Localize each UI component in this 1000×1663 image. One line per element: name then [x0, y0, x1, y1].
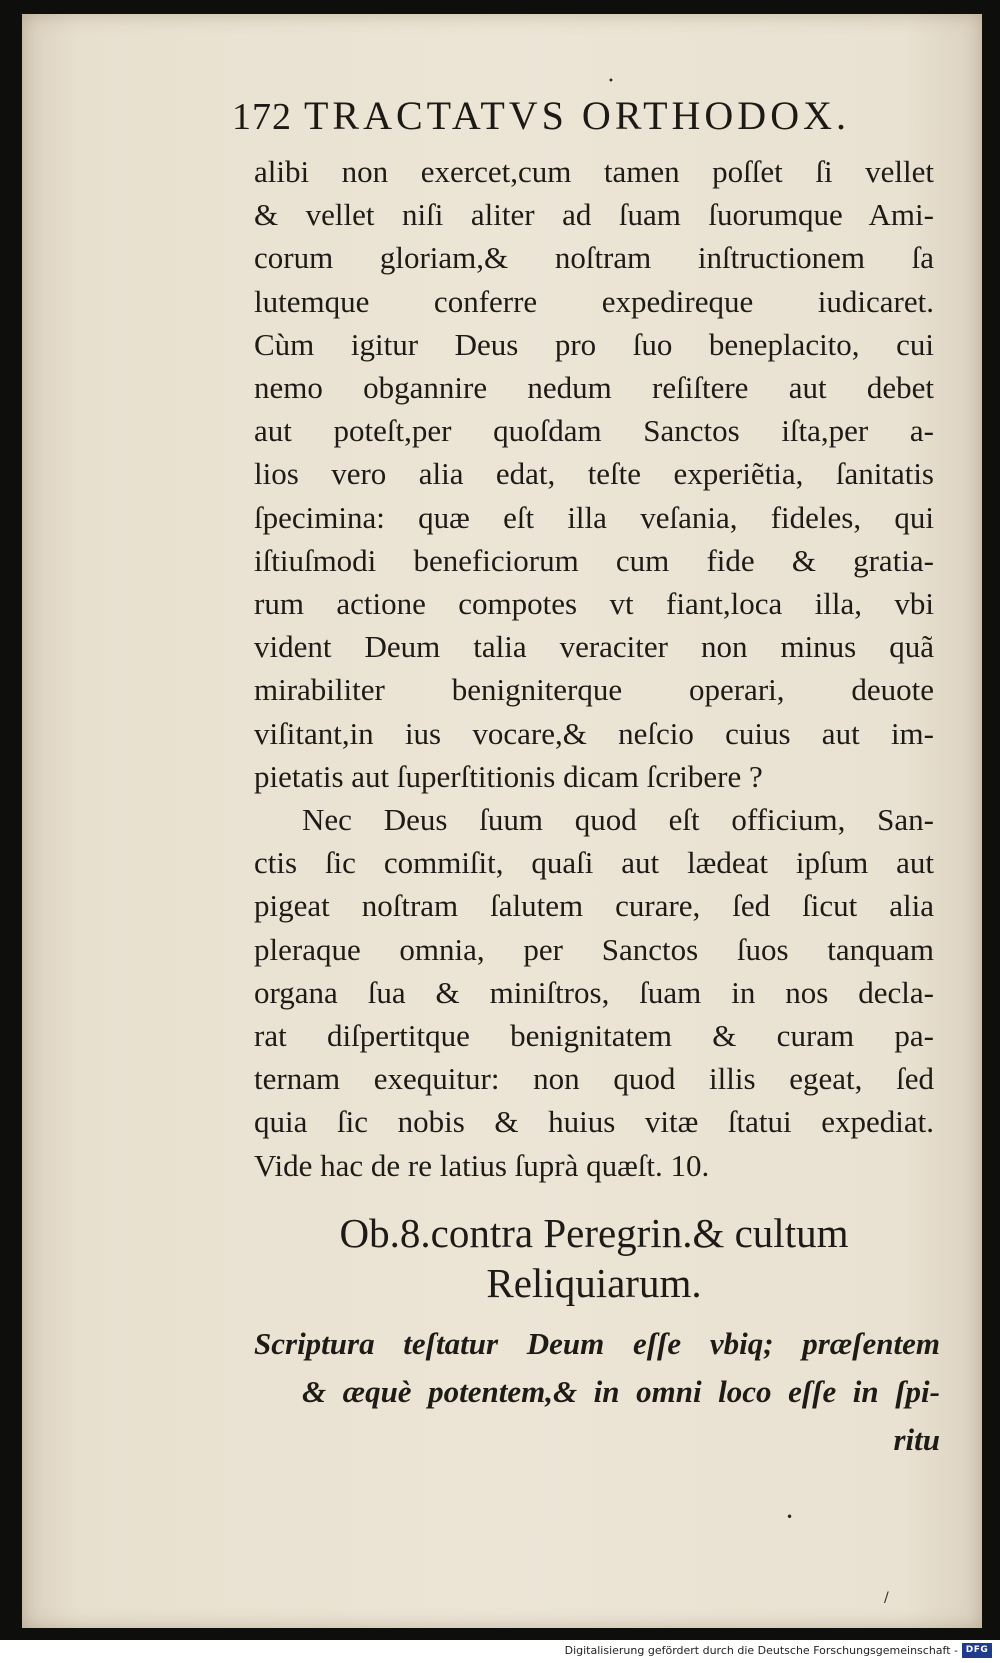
ink-speck: /	[884, 1590, 889, 1606]
objection-line: & æquè potentem,& in omni loco eſſe in ſpi-	[302, 1374, 940, 1409]
text-line: vident Deum talia veraciter non minus quã	[254, 629, 934, 665]
section-heading	[254, 1208, 934, 1308]
text-line: Vide hac de re latius ſuprà quæſt. 10.	[254, 1147, 710, 1183]
funding-credit: Digitalisierung gefördert durch die Deutsche Forschungsgemeinschaft -	[564, 1644, 958, 1657]
text-line: alibi non exercet,cum tamen poſſet ſi vellet	[254, 154, 934, 189]
text-line: iſtiuſmodi beneficiorum cum fide & gratia-	[254, 542, 934, 578]
text-line: nemo obgannire nedum reſiſtere aut debet	[254, 370, 934, 406]
text-line: aut poteſt,per quoſdam Sanctos iſta,per a-	[254, 413, 934, 449]
main-text	[254, 150, 934, 1187]
text-line: lios vero alia edat, teſte experiẽtia, ſanitatis	[254, 456, 934, 492]
objection-line: Scriptura teſtatur Deum eſſe vbiq; præſentem	[254, 1326, 940, 1361]
text-line: ternam exequitur: non quod illis egeat, ſed	[254, 1061, 934, 1097]
ink-speck: •	[786, 1510, 794, 1524]
running-head: TRACTATVS ORTHODOX.	[304, 93, 850, 138]
text-line: ctis ſic commiſit, quaſi aut lædeat ipſum aut	[254, 845, 934, 881]
objection-text	[254, 1320, 940, 1464]
text-line: lutemque conferre expedireque iudicaret.	[254, 283, 934, 319]
dfg-logo: DFG	[962, 1643, 992, 1658]
section-heading-line: Reliquiarum.	[486, 1260, 702, 1306]
text-line: viſitant,in ius vocare,& neſcio cuius aut im-	[254, 715, 934, 751]
catchword: ritu	[893, 1422, 940, 1457]
text-line: mirabiliter benigniterque operari, deuote	[254, 672, 934, 708]
text-line: pigeat noſtram ſalutem curare, ſed ſicut alia	[254, 888, 934, 924]
text-line: organa ſua & miniſtros, ſuam in nos decla-	[254, 974, 934, 1010]
paragraph-start-line: Nec Deus ſuum quod eſt officium, San-	[302, 802, 934, 838]
page-header	[232, 92, 932, 139]
ink-speck: •	[608, 76, 614, 87]
text-line: pleraque omnia, per Sanctos ſuos tanquam	[254, 931, 934, 967]
text-line: corum gloriam,& noſtram inſtructionem ſa	[254, 240, 934, 276]
text-line: rat diſpertitque benignitatem & curam pa-	[254, 1018, 934, 1054]
text-line: rum actione compotes vt fiant,loca illa, vbi	[254, 586, 934, 622]
text-line: Cùm igitur Deus pro ſuo beneplacito, cui	[254, 326, 934, 362]
text-line: ſpecimina: quæ eſt illa veſania, fideles, qui	[254, 499, 934, 535]
text-line: quia ſic nobis & huius vitæ ſtatui expediat.	[254, 1104, 934, 1140]
text-line: & vellet niſi aliter ad ſuam ſuorumque Ami-	[254, 197, 934, 233]
section-heading-line: Ob.8.contra Peregrin.& cultum	[339, 1210, 849, 1256]
page-number: 172	[232, 96, 292, 138]
text-line: pietatis aut ſuperſtitionis dicam ſcribere ?	[254, 758, 763, 794]
footer-bar	[0, 1640, 1000, 1663]
